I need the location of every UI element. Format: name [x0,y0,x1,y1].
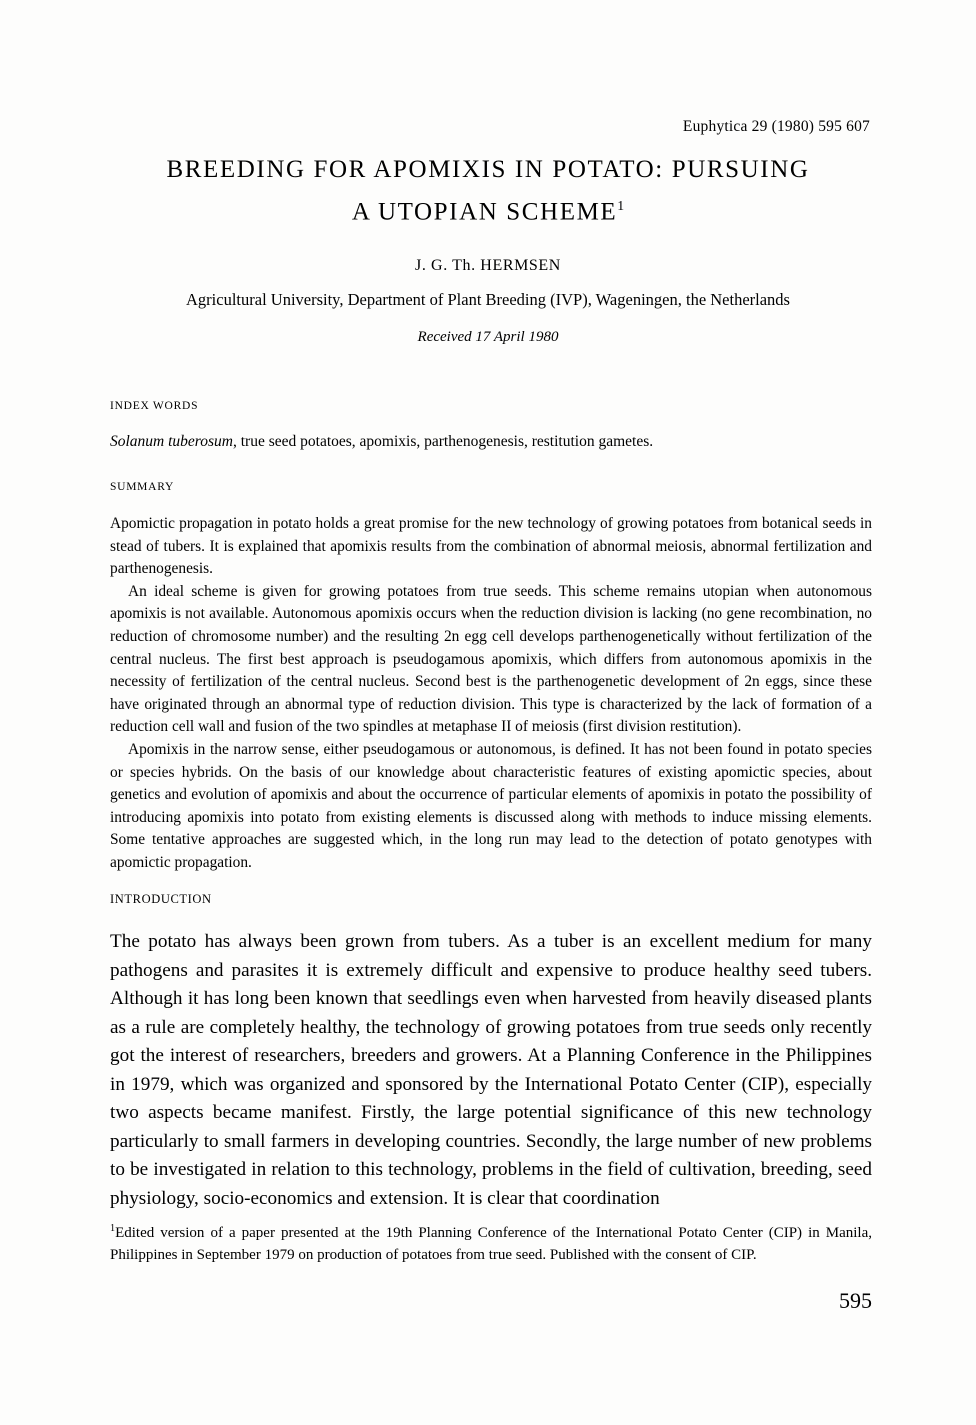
footnote-text: Edited version of a paper presented at the 19th Planning Conference of the International Potato Center (CIP) in Manila, Philippines in September 1979 on production of potatoes from true seed. Published with the consent of CIP. [110,1225,872,1263]
index-words-species: Solanum tuberosum [110,433,233,450]
title-line-2: A UTOPIAN SCHEME [351,198,618,226]
received-date: Received 17 April 1980 [417,329,559,345]
summary-body [110,513,872,875]
footnote [110,1218,872,1266]
journal-citation-header: Euphytica 29 (1980) 595 607 [682,118,870,135]
title-footnote-marker: 1 [617,198,625,213]
page-number: 595 [839,1288,872,1313]
index-words-list [110,433,870,451]
summary-paragraph-3: Apomixis in the narrow sense, either pseudogamous or autonomous, is defined. It has not been found in potato species or species hybrids. On the basis of our knowledge about characteristic features of existing apomictic species, about genetics and evolution of apomixis and about the occurrence of particular elements of apomixis in potato the possibility of introducing apomixis into potato from existing elements is discussed along with methods to induce missing elements. Some tentative approaches are suggested which, in the long run may lead to the detection of potato genotypes with apomictic propagation. [110,740,872,871]
summary-paragraph-1: Apomictic propagation in potato holds a great promise for the new technology of growing potatoes from botanical seeds in stead of tubers. It is explained that apomixis results from the combination of abnormal meiosis, abnormal fertilization and parthenogenesis. [110,515,872,578]
title-line-1: BREEDING FOR APOMIXIS IN POTATO: PURSUING [166,156,810,183]
introduction-body [110,928,872,1213]
page-title [88,152,888,230]
author-name: J. G. Th. HERMSEN [415,257,561,274]
index-words-heading: INDEX WORDS [110,400,199,412]
summary-paragraph-2: An ideal scheme is given for growing potatoes from true seeds. This scheme remains utopian when autonomous apomixis is not available. Autonomous apomixis occurs when the reduction division is lacking (no gene recombination, no reduction of chromosome number) and the resulting 2n egg cell develops parthenogenetically without fertilization of the central nucleus. The first best approach is pseudogamous apomixis, which differs from autonomous apomixis in the necessity of fertilization of the central nucleus. Second best is the parthenogenetic development of 2n eggs, since these have originated through an abnormal type of reduction division. This type is characterized by the lack of formation of a reduction cell wall and fusion of the two spindles at metaphase II of meiosis (first division restitution). [110,582,872,736]
footnote-marker: 1 [110,1223,116,1234]
summary-heading: SUMMARY [110,481,175,493]
introduction-heading: INTRODUCTION [110,892,212,906]
author-affiliation: Agricultural University, Department of Plant Breeding (IVP), Wageningen, the Netherlands [186,290,790,309]
introduction-paragraph-1: The potato has always been grown from tubers. As a tuber is an excellent medium for many pathogens and parasites it is extremely difficult and expensive to produce healthy seed tubers. Although it has long been known that seedlings even when harvested from heavily diseased plants as a rule are completely healthy, the technology of growing potatoes from true seeds only recently got the interest of researchers, breeders and growers. At a Planning Conference in the Philippines in 1979, which was organized and sponsored by the International Potato Center (CIP), especially two aspects became manifest. Firstly, the large potential significance of this new technology particularly to small farmers in developing countries. Secondly, the large number of new problems to be investigated in relation to this technology, problems in the field of cultivation, breeding, seed physiology, socio-economics and extension. It is clear that coordination [110,931,872,1209]
index-words-terms: , true seed potatoes, apomixis, parthenogenesis, restitution gametes. [233,433,654,450]
